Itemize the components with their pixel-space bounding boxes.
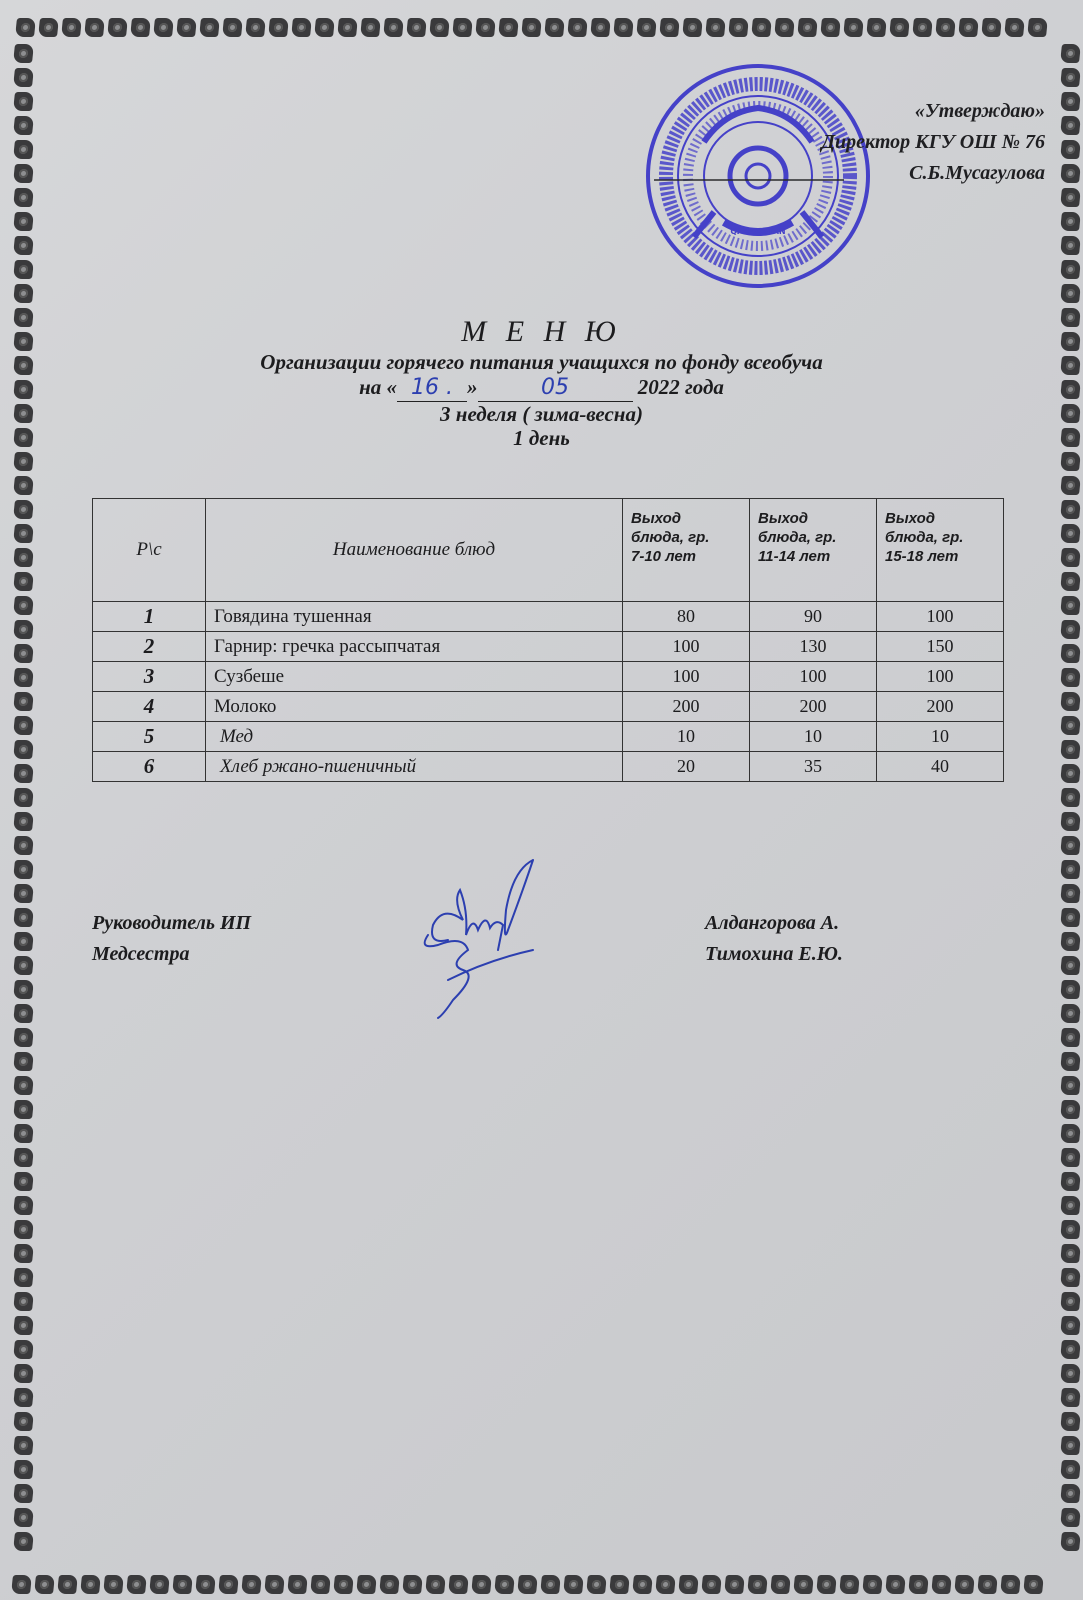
ornament-tile-icon	[1060, 1316, 1081, 1335]
ornament-border-bottom	[12, 1575, 1043, 1594]
ornament-tile-icon	[13, 1172, 34, 1191]
ornament-tile-icon	[195, 1575, 216, 1594]
ornament-tile-icon	[1060, 260, 1081, 279]
ornament-tile-icon	[13, 1124, 34, 1143]
ornament-tile-icon	[682, 18, 703, 37]
ornament-tile-icon	[13, 1436, 34, 1455]
ornament-tile-icon	[1060, 548, 1081, 567]
ornament-tile-icon	[13, 1508, 34, 1527]
ornament-border-left	[14, 44, 33, 1551]
ornament-tile-icon	[839, 1575, 860, 1594]
ornament-tile-icon	[13, 1364, 34, 1383]
ornament-tile-icon	[268, 18, 289, 37]
ornament-tile-icon	[13, 1100, 34, 1119]
ornament-tile-icon	[1060, 524, 1081, 543]
ornament-tile-icon	[13, 644, 34, 663]
ornament-tile-icon	[1060, 1388, 1081, 1407]
header-yield-line: 15-18 лет	[885, 548, 959, 565]
ornament-tile-icon	[452, 18, 473, 37]
ornament-tile-icon	[1060, 92, 1081, 111]
ornament-tile-icon	[609, 1575, 630, 1594]
yield-11-14: 35	[750, 752, 877, 782]
yield-15-18: 200	[877, 692, 1004, 722]
ornament-tile-icon	[724, 1575, 745, 1594]
ornament-tile-icon	[34, 1575, 55, 1594]
ornament-tile-icon	[13, 452, 34, 471]
yield-15-18: 10	[877, 722, 1004, 752]
ornament-tile-icon	[1060, 1340, 1081, 1359]
ornament-tile-icon	[659, 18, 680, 37]
handwritten-day: 16 .	[397, 375, 467, 402]
ornament-tile-icon	[977, 1575, 998, 1594]
ornament-tile-icon	[1060, 932, 1081, 951]
ornament-tile-icon	[13, 1220, 34, 1239]
row-num: 1	[93, 602, 206, 632]
ornament-tile-icon	[13, 812, 34, 831]
ornament-tile-icon	[13, 1244, 34, 1263]
ornament-tile-icon	[889, 18, 910, 37]
ornament-tile-icon	[563, 1575, 584, 1594]
ornament-tile-icon	[13, 740, 34, 759]
ornament-tile-icon	[797, 18, 818, 37]
ornament-tile-icon	[843, 18, 864, 37]
ornament-tile-icon	[84, 18, 105, 37]
yield-7-10: 10	[623, 722, 750, 752]
ornament-tile-icon	[337, 18, 358, 37]
ornament-tile-icon	[1060, 236, 1081, 255]
ornament-tile-icon	[241, 1575, 262, 1594]
row-num: 3	[93, 662, 206, 692]
ornament-tile-icon	[218, 1575, 239, 1594]
handwritten-month: 05	[478, 375, 633, 402]
ornament-border-top	[16, 18, 1047, 37]
yield-11-14: 200	[750, 692, 877, 722]
approval-heading: «Утверждаю»	[914, 100, 1045, 122]
yield-15-18: 150	[877, 632, 1004, 662]
ornament-tile-icon	[1060, 956, 1081, 975]
ornament-tile-icon	[13, 572, 34, 591]
ornament-tile-icon	[958, 18, 979, 37]
ornament-tile-icon	[521, 18, 542, 37]
ornament-tile-icon	[13, 932, 34, 951]
yield-15-18: 100	[877, 662, 1004, 692]
table-row	[93, 752, 1004, 782]
ornament-tile-icon	[747, 1575, 768, 1594]
ornament-tile-icon	[199, 18, 220, 37]
ornament-tile-icon	[954, 1575, 975, 1594]
ornament-tile-icon	[15, 18, 36, 37]
ornament-tile-icon	[61, 18, 82, 37]
ornament-tile-icon	[13, 1412, 34, 1431]
ornament-tile-icon	[103, 1575, 124, 1594]
ornament-tile-icon	[448, 1575, 469, 1594]
ornament-tile-icon	[931, 1575, 952, 1594]
date-mid: »	[467, 375, 478, 399]
ornament-tile-icon	[1060, 980, 1081, 999]
ornament-tile-icon	[1060, 1292, 1081, 1311]
ornament-tile-icon	[705, 18, 726, 37]
ornament-tile-icon	[107, 18, 128, 37]
ornament-tile-icon	[1060, 476, 1081, 495]
ornament-tile-icon	[13, 68, 34, 87]
ornament-tile-icon	[13, 764, 34, 783]
signatory-roles	[92, 908, 251, 970]
ornament-tile-icon	[13, 116, 34, 135]
ornament-tile-icon	[590, 18, 611, 37]
header-yield-15-18	[877, 499, 1004, 602]
ornament-tile-icon	[1060, 908, 1081, 927]
week-label: 3 неделя ( зима-весна)	[440, 402, 643, 426]
ornament-tile-icon	[1060, 1508, 1081, 1527]
table-row	[93, 692, 1004, 722]
dish-name: Говядина тушенная	[206, 602, 623, 632]
table-row	[93, 602, 1004, 632]
ornament-tile-icon	[1060, 836, 1081, 855]
yield-7-10: 20	[623, 752, 750, 782]
ornament-tile-icon	[1060, 116, 1081, 135]
ornament-tile-icon	[172, 1575, 193, 1594]
table-row	[93, 722, 1004, 752]
ornament-tile-icon	[13, 140, 34, 159]
ornament-tile-icon	[498, 18, 519, 37]
ornament-tile-icon	[1060, 1532, 1081, 1551]
approval-position: Директор КГУ ОШ № 76	[821, 131, 1045, 153]
role-manager: Руководитель ИП	[92, 912, 252, 934]
ornament-tile-icon	[1060, 284, 1081, 303]
ornament-tile-icon	[1060, 812, 1081, 831]
table-row	[93, 662, 1004, 692]
ornament-tile-icon	[866, 18, 887, 37]
ornament-tile-icon	[1060, 1004, 1081, 1023]
ornament-tile-icon	[379, 1575, 400, 1594]
dish-name: Молоко	[206, 692, 623, 722]
ornament-tile-icon	[310, 1575, 331, 1594]
header-yield-line: Выход	[758, 510, 809, 527]
ornament-tile-icon	[908, 1575, 929, 1594]
dish-name: Мед	[206, 722, 623, 752]
ornament-tile-icon	[655, 1575, 676, 1594]
ornament-tile-icon	[1060, 1100, 1081, 1119]
ornament-tile-icon	[222, 18, 243, 37]
approval-name: С.Б.Мусагулова	[909, 162, 1045, 184]
yield-11-14: 100	[750, 662, 877, 692]
ornament-tile-icon	[1060, 1076, 1081, 1095]
header-yield-line: Выход	[885, 510, 936, 527]
yield-7-10: 100	[623, 662, 750, 692]
ornament-tile-icon	[38, 18, 59, 37]
ornament-tile-icon	[774, 18, 795, 37]
ornament-tile-icon	[1060, 644, 1081, 663]
ornament-tile-icon	[13, 1388, 34, 1407]
ornament-tile-icon	[862, 1575, 883, 1594]
ornament-tile-icon	[13, 620, 34, 639]
ornament-tile-icon	[13, 1004, 34, 1023]
ornament-tile-icon	[820, 18, 841, 37]
ornament-tile-icon	[13, 1316, 34, 1335]
ornament-tile-icon	[1060, 1460, 1081, 1479]
ornament-tile-icon	[1060, 44, 1081, 63]
ornament-tile-icon	[287, 1575, 308, 1594]
ornament-tile-icon	[1060, 572, 1081, 591]
ornament-tile-icon	[13, 236, 34, 255]
ornament-tile-icon	[1023, 1575, 1044, 1594]
ornament-tile-icon	[1060, 1052, 1081, 1071]
ornament-tile-icon	[1060, 884, 1081, 903]
header-num: Р\с	[93, 499, 206, 602]
ornament-tile-icon	[494, 1575, 515, 1594]
header-yield-line: 11-14 лет	[758, 548, 831, 565]
ornament-tile-icon	[13, 1340, 34, 1359]
ornament-tile-icon	[1060, 1124, 1081, 1143]
ornament-tile-icon	[1060, 692, 1081, 711]
ornament-tile-icon	[540, 1575, 561, 1594]
ornament-tile-icon	[149, 1575, 170, 1594]
page-subtitle: Организации горячего питания учащихся по фонду всеобуча	[260, 350, 823, 374]
yield-15-18: 40	[877, 752, 1004, 782]
ornament-tile-icon	[291, 18, 312, 37]
stamp-center-text: QAZAQSTAN	[730, 227, 786, 236]
menu-table	[92, 498, 1004, 782]
ornament-tile-icon	[130, 18, 151, 37]
ornament-tile-icon	[402, 1575, 423, 1594]
header-dish-name: Наименование блюд	[206, 499, 623, 602]
yield-15-18: 100	[877, 602, 1004, 632]
ornament-tile-icon	[475, 18, 496, 37]
ornament-tile-icon	[1060, 1268, 1081, 1287]
ornament-tile-icon	[1060, 740, 1081, 759]
ornament-tile-icon	[981, 18, 1002, 37]
ornament-tile-icon	[912, 18, 933, 37]
ornament-tile-icon	[356, 1575, 377, 1594]
ornament-tile-icon	[406, 18, 427, 37]
ornament-tile-icon	[13, 1028, 34, 1047]
approval-block	[821, 96, 1045, 189]
ornament-tile-icon	[13, 500, 34, 519]
ornament-tile-icon	[13, 1052, 34, 1071]
ornament-tile-icon	[1060, 668, 1081, 687]
ornament-tile-icon	[13, 284, 34, 303]
ornament-tile-icon	[1060, 1364, 1081, 1383]
ornament-tile-icon	[678, 1575, 699, 1594]
table-header-row	[93, 499, 1004, 602]
ornament-border-right	[1061, 44, 1080, 1551]
ornament-tile-icon	[1004, 18, 1025, 37]
dish-name: Хлеб ржано-пшеничный	[206, 752, 623, 782]
ornament-tile-icon	[544, 18, 565, 37]
ornament-tile-icon	[13, 908, 34, 927]
ornament-tile-icon	[13, 1460, 34, 1479]
ornament-tile-icon	[13, 1196, 34, 1215]
yield-7-10: 80	[623, 602, 750, 632]
ornament-tile-icon	[13, 1268, 34, 1287]
ornament-tile-icon	[13, 44, 34, 63]
ornament-tile-icon	[13, 692, 34, 711]
ornament-tile-icon	[13, 212, 34, 231]
dish-name: Гарнир: гречка рассыпчатая	[206, 632, 623, 662]
date-prefix: на «	[359, 375, 397, 399]
dish-name: Сузбеше	[206, 662, 623, 692]
signatory-names	[705, 908, 843, 970]
ornament-tile-icon	[793, 1575, 814, 1594]
header-yield-11-14	[750, 499, 877, 602]
title-block	[0, 314, 1083, 450]
ornament-tile-icon	[1060, 764, 1081, 783]
header-yield-line: 7-10 лет	[631, 548, 697, 565]
ornament-tile-icon	[517, 1575, 538, 1594]
name-nurse: Тимохина Е.Ю.	[705, 943, 843, 965]
role-nurse: Медсестра	[92, 943, 190, 965]
ornament-tile-icon	[1060, 500, 1081, 519]
ornament-tile-icon	[1060, 212, 1081, 231]
ornament-tile-icon	[770, 1575, 791, 1594]
ornament-tile-icon	[57, 1575, 78, 1594]
ornament-tile-icon	[13, 860, 34, 879]
ornament-tile-icon	[1060, 140, 1081, 159]
ornament-tile-icon	[13, 260, 34, 279]
ornament-tile-icon	[13, 1148, 34, 1167]
yield-7-10: 100	[623, 632, 750, 662]
ornament-tile-icon	[935, 18, 956, 37]
day-label: 1 день	[513, 426, 570, 450]
ornament-tile-icon	[701, 1575, 722, 1594]
ornament-tile-icon	[13, 884, 34, 903]
ornament-tile-icon	[11, 1575, 32, 1594]
row-num: 5	[93, 722, 206, 752]
ornament-tile-icon	[13, 596, 34, 615]
ornament-tile-icon	[1060, 1244, 1081, 1263]
ornament-tile-icon	[1060, 188, 1081, 207]
ornament-tile-icon	[1060, 164, 1081, 183]
ornament-tile-icon	[80, 1575, 101, 1594]
ornament-tile-icon	[567, 18, 588, 37]
ornament-tile-icon	[176, 18, 197, 37]
ornament-tile-icon	[1027, 18, 1048, 37]
header-yield-line: Выход	[631, 510, 682, 527]
ornament-tile-icon	[425, 1575, 446, 1594]
ornament-tile-icon	[1060, 1172, 1081, 1191]
ornament-tile-icon	[471, 1575, 492, 1594]
header-yield-7-10	[623, 499, 750, 602]
ornament-tile-icon	[751, 18, 772, 37]
header-yield-line: блюда, гр.	[758, 529, 837, 546]
ornament-tile-icon	[13, 548, 34, 567]
table-row	[93, 632, 1004, 662]
ornament-tile-icon	[1060, 620, 1081, 639]
ornament-tile-icon	[1000, 1575, 1021, 1594]
row-num: 2	[93, 632, 206, 662]
ornament-tile-icon	[126, 1575, 147, 1594]
ornament-tile-icon	[586, 1575, 607, 1594]
ornament-tile-icon	[314, 18, 335, 37]
ornament-tile-icon	[13, 476, 34, 495]
ornament-tile-icon	[13, 668, 34, 687]
header-yield-line: блюда, гр.	[885, 529, 964, 546]
ornament-tile-icon	[13, 956, 34, 975]
date-line	[0, 374, 1083, 402]
ornament-tile-icon	[632, 1575, 653, 1594]
name-manager: Алдангорова А.	[705, 912, 840, 934]
ornament-tile-icon	[360, 18, 381, 37]
ornament-tile-icon	[13, 1484, 34, 1503]
yield-11-14: 90	[750, 602, 877, 632]
ornament-tile-icon	[13, 92, 34, 111]
ornament-tile-icon	[1060, 1412, 1081, 1431]
ornament-tile-icon	[13, 716, 34, 735]
ornament-tile-icon	[333, 1575, 354, 1594]
ornament-tile-icon	[885, 1575, 906, 1594]
row-num: 4	[93, 692, 206, 722]
ornament-tile-icon	[1060, 1436, 1081, 1455]
ornament-tile-icon	[1060, 1148, 1081, 1167]
row-num: 6	[93, 752, 206, 782]
ornament-tile-icon	[264, 1575, 285, 1594]
ornament-tile-icon	[1060, 860, 1081, 879]
ornament-tile-icon	[13, 1532, 34, 1551]
ornament-tile-icon	[1060, 452, 1081, 471]
ornament-tile-icon	[816, 1575, 837, 1594]
header-yield-line: блюда, гр.	[631, 529, 710, 546]
ornament-tile-icon	[13, 980, 34, 999]
page-title: М Е Н Ю	[461, 315, 622, 348]
ornament-tile-icon	[613, 18, 634, 37]
yield-11-14: 130	[750, 632, 877, 662]
ornament-tile-icon	[13, 836, 34, 855]
ornament-tile-icon	[383, 18, 404, 37]
ornament-tile-icon	[1060, 1220, 1081, 1239]
ornament-tile-icon	[153, 18, 174, 37]
yield-11-14: 10	[750, 722, 877, 752]
ornament-tile-icon	[1060, 1196, 1081, 1215]
ornament-tile-icon	[429, 18, 450, 37]
ornament-tile-icon	[636, 18, 657, 37]
ornament-tile-icon	[1060, 788, 1081, 807]
ornament-tile-icon	[13, 524, 34, 543]
ornament-tile-icon	[1060, 1484, 1081, 1503]
yield-7-10: 200	[623, 692, 750, 722]
ornament-tile-icon	[13, 1292, 34, 1311]
ornament-tile-icon	[13, 188, 34, 207]
ornament-tile-icon	[1060, 716, 1081, 735]
handwritten-signature-icon	[408, 850, 548, 1020]
ornament-tile-icon	[13, 788, 34, 807]
ornament-tile-icon	[1060, 1028, 1081, 1047]
ornament-tile-icon	[728, 18, 749, 37]
ornament-tile-icon	[245, 18, 266, 37]
ornament-tile-icon	[1060, 68, 1081, 87]
date-suffix: 2022 года	[637, 375, 724, 399]
ornament-tile-icon	[13, 164, 34, 183]
ornament-tile-icon	[1060, 596, 1081, 615]
ornament-tile-icon	[13, 1076, 34, 1095]
